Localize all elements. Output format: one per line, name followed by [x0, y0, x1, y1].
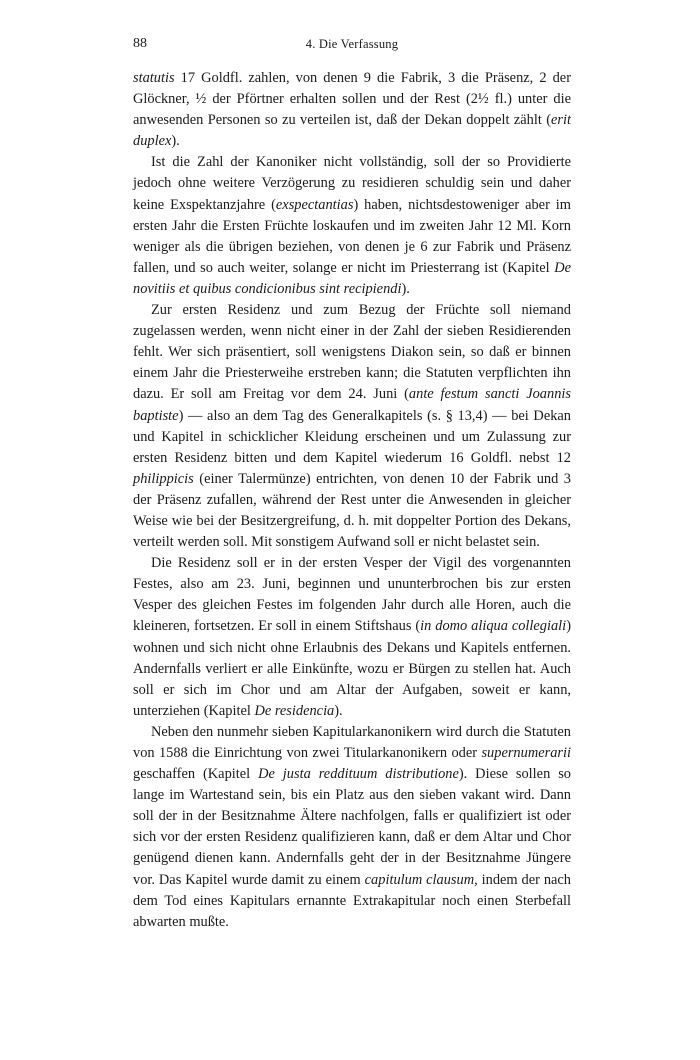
paragraph-3: [133, 300, 571, 553]
text-run: Neben den nunmehr sieben Kapitularkanonikern wird durch die Statuten von 1588 die Einrichtung von zwei Titularkanonikern oder: [133, 723, 571, 761]
text-run: geschaffen (Kapitel: [133, 766, 259, 783]
text-run: (einer Talermünze) entrichten, von denen 10 der Fabrik und 3 der Präsenz zufallen, während der Rest unter die Anwesenden in gleicher Weise wie bei der Besitzergreifung, d. h. mit doppelter Portion des Dekans, verteilt werden soll. Mit sonstigem Aufwand soll er nicht belastet sein.: [133, 470, 571, 551]
latin-term: De novitiis et quibus condicionibus sint recipiendi: [133, 259, 571, 297]
text-run: 17 Goldfl. zahlen, von denen 9 die Fabrik, 3 die Präsenz, 2 der Glöckner, ½ der Pförtner erhalten sollen und der Rest (2½ fl.) unter die anwesenden Personen so zu verteilen ist, daß der Dekan doppelt zählt (: [133, 70, 571, 129]
text-run: Zur ersten Residenz und zum Bezug der Früchte soll niemand zugelassen werden, wenn nicht einer in der Zahl der sieben Residierenden fehlt. Wer sich präsentiert, soll wenigstens Diakon sein, so daß er binnen einem Jahr die Priesterweihe erstreben kann; die Statuten verpflichten ihn dazu. Er soll am Freitag vor dem 24. Juni (: [133, 302, 571, 403]
text-run: Ist die Zahl der Kanoniker nicht vollständig, soll der so Providierte jedoch ohne weitere Verzögerung zu residieren schuldig sein und daher keine Exspektanzjahre (: [133, 154, 571, 213]
latin-term: capitulum clausum: [364, 871, 475, 888]
text-run: , indem der nach dem Tod eines Kapitulars ernannte Extrakapitular noch einen Sterbefall abwarten mußte.: [133, 871, 572, 930]
text-run: ) wohnen und sich nicht ohne Erlaubnis des Dekans und Kapitels entfernen. Andernfalls verliert er alle Einkünfte, wozu er Bürgen zu stellen hat. Auch soll er sich im Chor und am Altar der Aufgaben, soweit er kann, unterziehen (Kapitel: [133, 618, 571, 719]
text-run: ) — also an dem Tag des Generalkapitels (s. § 13,4) — bei Dekan und Kapitel in schicklicher Kleidung erscheinen und um Zulassung zur ersten Residenz bitten und dem Kapitel wiederum 16 Goldfl. nebst 12: [133, 407, 571, 466]
body-text: [133, 68, 571, 933]
page-header: [133, 36, 571, 56]
running-head: 4. Die Verfassung: [305, 37, 399, 51]
latin-term: De justa reddituum distributione: [258, 766, 459, 783]
text-run: ).: [401, 280, 410, 297]
text-run: Die Residenz soll er in der ersten Vesper der Vigil des vorgenannten Festes, also am 23. Juni, beginnen und ununterbrochen bis zur ersten Vesper des gleichen Festes im folgenden Jahr durch alle Horen, auch die kleineren, fortsetzen. Er soll in einem Stiftshaus (: [133, 555, 571, 635]
latin-term: statutis: [133, 70, 175, 86]
text-run: ).: [334, 702, 343, 719]
paragraph-2: [133, 152, 571, 300]
latin-term: supernumerarii: [481, 745, 571, 761]
latin-term: ante festum sancti Joannis baptiste: [133, 386, 571, 424]
latin-term: in domo aliqua collegiali: [420, 618, 567, 635]
latin-term: erit duplex: [133, 112, 571, 150]
latin-term: exspectantias: [275, 196, 354, 213]
paragraph-1: [133, 68, 571, 152]
paragraph-4: [133, 553, 571, 722]
paragraph-5: [133, 722, 571, 933]
latin-term: philippicis: [133, 470, 194, 487]
text-run: ).: [171, 133, 180, 150]
text-run: ) haben, nichtsdestoweniger aber im ersten Jahr die Ersten Früchte loskaufen und im zweiten Jahr 12 Ml. Korn weniger als die übrigen beziehen, von denen je 6 zur Fabrik und Präsenz fallen, und so auch weiter, solange er nicht im Priesterrang ist (Kapitel: [133, 196, 571, 276]
text-run: ). Diese sollen so lange im Wartestand sein, bis ein Platz aus den sieben vakant wird. Dann soll der in der Besitznahme Ältere nachfolgen, falls er qualifiziert ist oder sich vor der ersten Residenz qualifizieren kann, daß er dem Altar und Chor genügend dienen kann. Andernfalls geht der in der Besitznahme Jüngere vor. Das Kapitel wurde damit zu einem: [133, 766, 571, 888]
latin-term: De residencia: [254, 702, 335, 719]
page-number: 88: [133, 36, 147, 51]
